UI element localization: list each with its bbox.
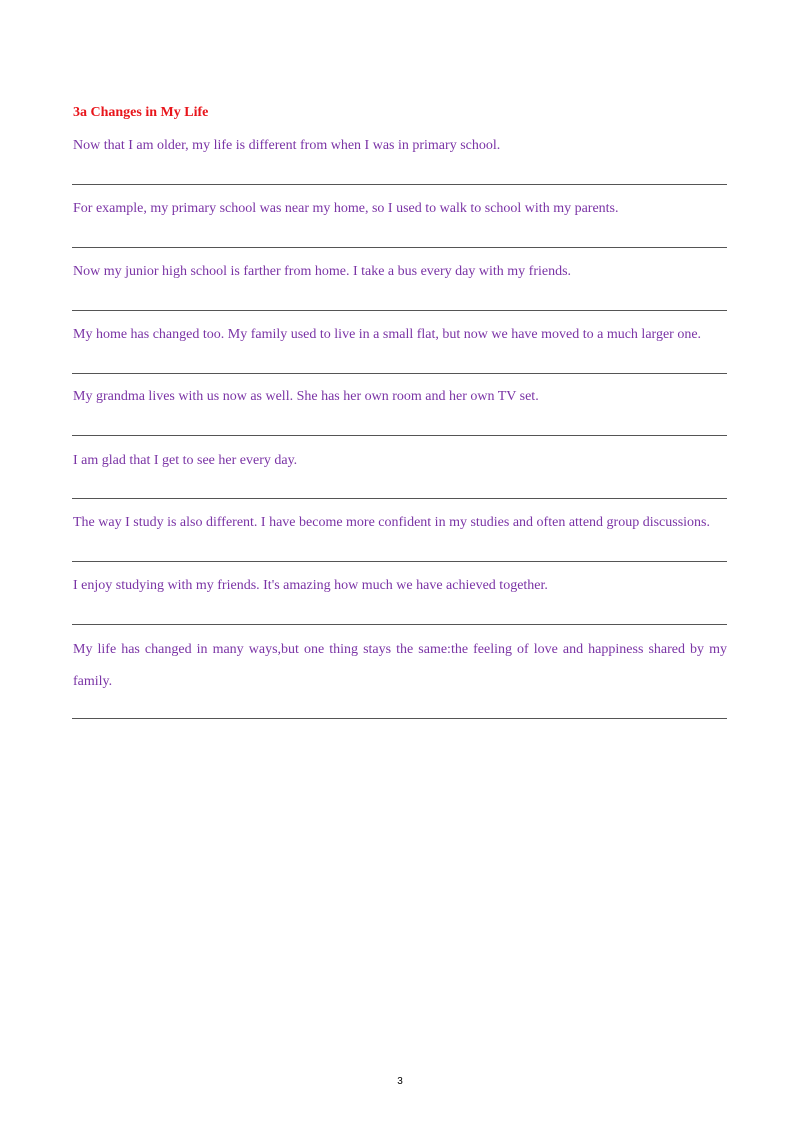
sentence-4: My home has changed too. My family used to live in a small flat, but now we have moved to a much larger one.: [73, 327, 702, 342]
answer-line-7: [72, 561, 727, 562]
sentence-9: My life has changed in many ways,but one thing stays the same:the feeling of love and happiness shared by my family.: [73, 642, 727, 689]
sentence-5: My grandma lives with us now as well. She has her own room and her own TV set.: [73, 389, 539, 404]
section-title: 3a Changes in My Life: [73, 105, 209, 120]
answer-line-8: [72, 624, 727, 625]
answer-line-4: [72, 373, 727, 374]
answer-line-3: [72, 310, 727, 311]
answer-line-5: [72, 435, 727, 436]
sentence-8: I enjoy studying with my friends. It's amazing how much we have achieved together.: [73, 578, 548, 593]
answer-line-9: [72, 718, 727, 719]
answer-line-2: [72, 247, 727, 248]
sentence-7: The way I study is also different. I have become more confident in my studies and often attend group discussions.: [73, 515, 710, 530]
page-number: 3: [397, 1076, 403, 1087]
answer-line-6: [72, 498, 727, 499]
sentence-3: Now my junior high school is farther from home. I take a bus every day with my friends.: [73, 264, 572, 279]
answer-line-1: [72, 184, 727, 185]
sentence-2: For example, my primary school was near my home, so I used to walk to school with my parents.: [73, 201, 619, 216]
sentence-6: I am glad that I get to see her every day.: [73, 453, 298, 468]
sentence-1: Now that I am older, my life is different from when I was in primary school.: [73, 138, 501, 153]
